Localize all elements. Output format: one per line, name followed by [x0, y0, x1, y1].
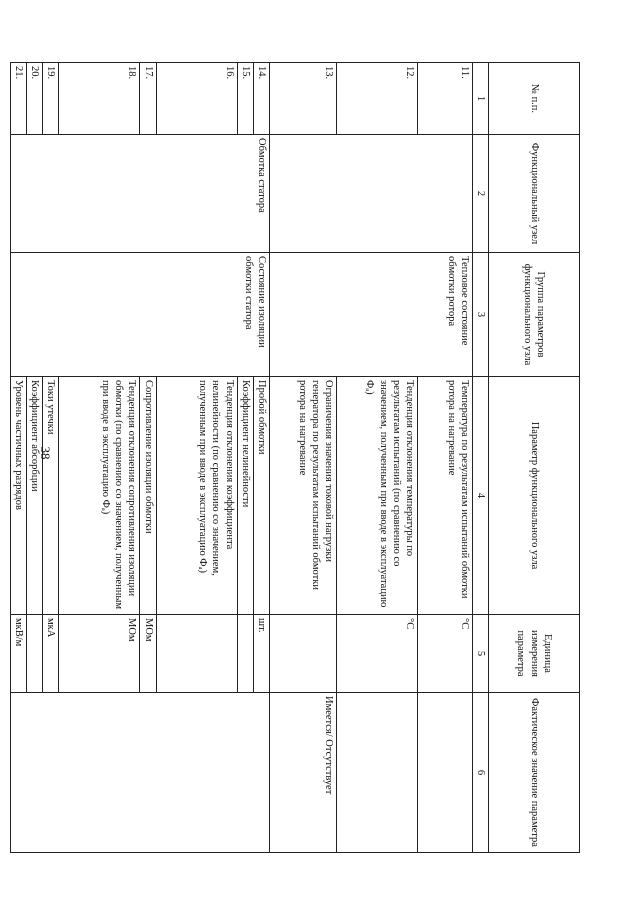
parameter-cell: Уровень частичных разрядов [11, 377, 27, 615]
parameters-table [10, 62, 580, 853]
column-number: 4 [472, 377, 488, 615]
row-number: 17. [140, 63, 156, 135]
functional-node-cell: Обмотка статора [11, 135, 270, 253]
parameter-cell: Сопротивление изоляции обмотки [140, 377, 156, 615]
parameter-cell: Пробой обмотки [253, 377, 269, 615]
row-number: 12. [336, 63, 417, 135]
unit-cell [156, 615, 237, 693]
column-number: 5 [472, 615, 488, 693]
column-number-row [472, 63, 488, 853]
row-number: 20. [27, 63, 43, 135]
header-cell: Параметр функционального узла [489, 377, 580, 615]
header-cell: № п.п. [489, 63, 580, 135]
row-number: 11. [417, 63, 472, 135]
row-number: 19. [43, 63, 59, 135]
unit-cell [237, 615, 253, 693]
header-cell: Единица измерения параметра [489, 615, 580, 693]
unit-cell: °С [336, 615, 417, 693]
parameter-cell: Коэффициент нелинейности [237, 377, 253, 615]
value-cell: Имеется/ Отсутствует [269, 693, 336, 853]
column-number: 3 [472, 253, 488, 377]
unit-cell: мкА [43, 615, 59, 693]
table-row [253, 63, 269, 853]
page-number: 38 [38, 446, 53, 460]
unit-cell: мкВ/м [11, 615, 27, 693]
row-number: 16. [156, 63, 237, 135]
unit-cell [27, 615, 43, 693]
row-number: 15. [237, 63, 253, 135]
parameter-group-cell: Тепловое состояние обмотки ротора [269, 253, 472, 377]
parameter-cell: Тенденция отклонения сопротивления изоляции обмотки (по сравнению со значением, полученным при вводе в эксплуатацию Фₐ) [59, 377, 140, 615]
header-cell: Фактическое значение параметра [489, 693, 580, 853]
parameter-cell: Температура по результатам испытаний обмотки ротора на нагревание [417, 377, 472, 615]
parameter-cell: Тенденция отклонения коэффициента нелинейности (по сравнению со значением, полученным при вводе в эксплуатацию Фₐ) [156, 377, 237, 615]
row-number: 21. [11, 63, 27, 135]
table-row [417, 63, 472, 853]
header-cell: Функциональный узел [489, 135, 580, 253]
parameter-cell: Коэффициент абсорбции [27, 377, 43, 615]
column-number: 2 [472, 135, 488, 253]
row-number: 14. [253, 63, 269, 135]
parameter-cell: Токи утечки [43, 377, 59, 615]
unit-cell [269, 615, 336, 693]
row-number: 18. [59, 63, 140, 135]
parameter-group-cell: Состояние изоляции обмотки статора [11, 253, 270, 377]
unit-cell: МОм [140, 615, 156, 693]
value-cell [11, 693, 270, 853]
column-number: 1 [472, 63, 488, 135]
header-cell: Группа параметров функционального узла [489, 253, 580, 377]
parameter-cell: Ограничения значения токовой нагрузки генератора по результатам испытаний обмотки ротора на нагревание [269, 377, 336, 615]
value-cell [417, 693, 472, 853]
unit-cell: МОм [59, 615, 140, 693]
unit-cell: °С [417, 615, 472, 693]
unit-cell: шт. [253, 615, 269, 693]
row-number: 13. [269, 63, 336, 135]
column-number: 6 [472, 693, 488, 853]
table-header-row [489, 63, 580, 853]
parameter-cell: Тенденция отклонения температуры по результатам испытаний (по сравнению со значением, полученным при вводе в эксплуатацию Фₐ) [336, 377, 417, 615]
functional-node-cell [269, 135, 472, 253]
value-cell [336, 693, 417, 853]
